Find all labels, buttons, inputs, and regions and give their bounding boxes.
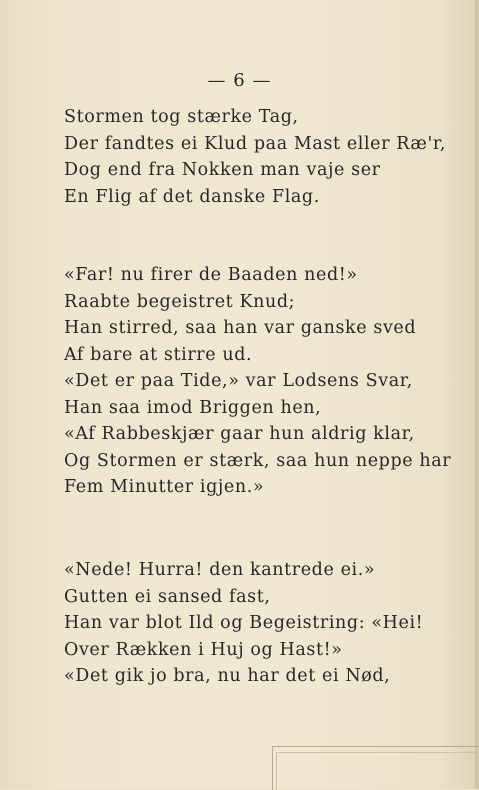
- verse-line: Og Stormen er stærk, saa hun neppe har: [64, 450, 452, 471]
- verse-line: Gutten ei sansed fast,: [64, 586, 271, 607]
- verse-line: Raabte begeistret Knud;: [64, 291, 296, 312]
- verse-line: «Det er paa Tide,» var Lodsens Svar,: [64, 371, 413, 391]
- verse-line: Af bare at stirre ud.: [64, 344, 253, 365]
- verse-line: «Det gik jo bra, nu har det ei Nød,: [64, 666, 391, 686]
- page-edge: [475, 0, 479, 789]
- verse-line: Over Rækken i Huj og Hast!»: [64, 639, 343, 660]
- scan-crop-mark-inner: [276, 752, 479, 790]
- verse-line: Han stirred, saa han var ganske sved: [64, 318, 417, 338]
- page-number: — 6 —: [207, 70, 272, 91]
- verse-line: «Af Rabbeskjær gaar hun aldrig klar,: [64, 424, 415, 444]
- stanza-1: [64, 104, 446, 210]
- verse-line: «Far! nu firer de Baaden ned!»: [64, 265, 358, 285]
- verse-line: Stormen tog stærke Tag,: [64, 107, 299, 127]
- verse-line: Han var blot Ild og Begeistring: «Hei!: [64, 613, 424, 633]
- stanza-3: [64, 557, 423, 690]
- verse-line: Fem Minutter igjen.»: [64, 477, 265, 497]
- verse-line: Han saa imod Briggen hen,: [64, 397, 322, 418]
- verse-line: «Nede! Hurra! den kantrede ei.»: [64, 560, 376, 580]
- verse-line: Der fandtes ei Klud paa Mast eller Ræ'r,: [64, 133, 447, 154]
- stanza-2: [64, 262, 451, 501]
- verse-line: Dog end fra Nokken man vaje ser: [64, 160, 381, 180]
- verse-line: En Flig af det danske Flag.: [64, 186, 320, 207]
